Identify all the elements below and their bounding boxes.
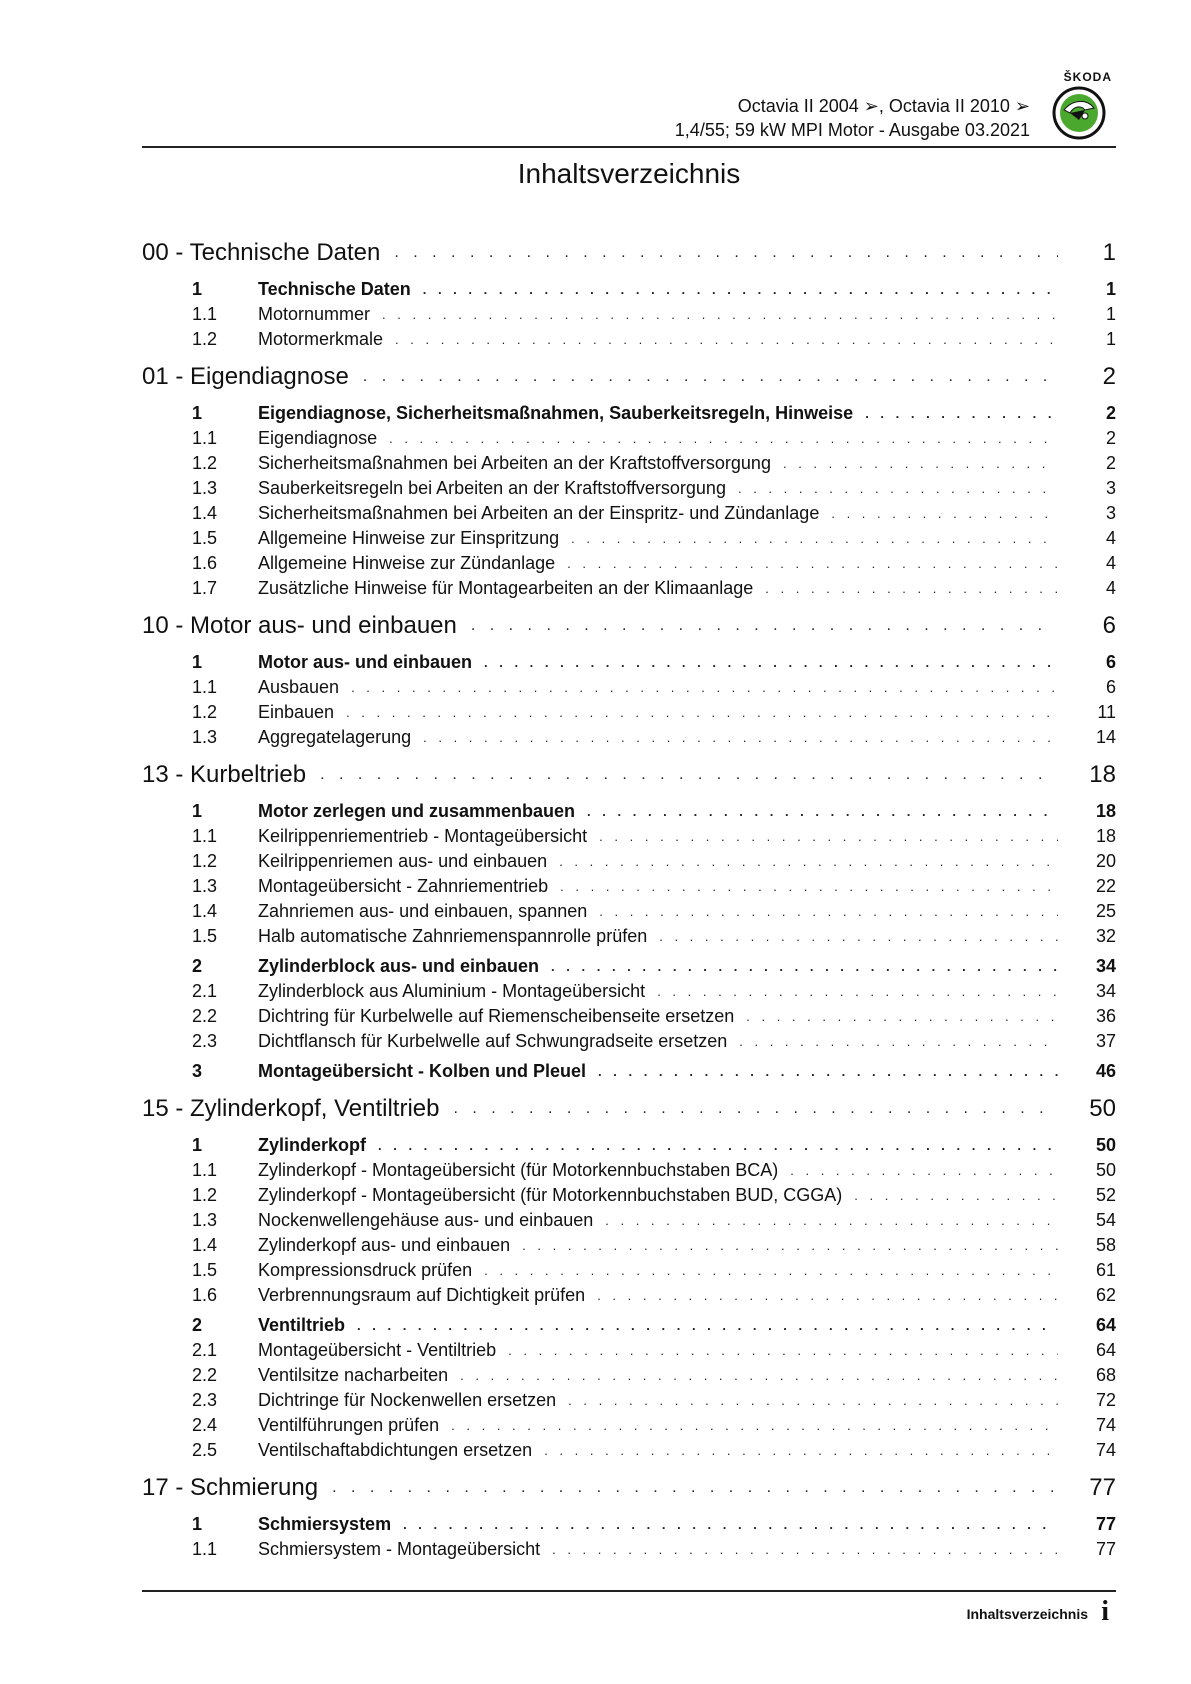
chapter-page: 50 (1089, 1095, 1116, 1122)
entry-page: 34 (1095, 956, 1116, 976)
entry-page: 61 (1095, 1260, 1116, 1280)
entry-title: Zylinderkopf aus- und einbauen (258, 1235, 511, 1255)
entry-number: 1.5 (192, 926, 218, 946)
chapter-title: 01 - Eigendiagnose (142, 363, 349, 390)
entry-page: 37 (1095, 1031, 1116, 1051)
entry-title: Ausbauen (258, 677, 340, 697)
entry-page: 58 (1095, 1235, 1116, 1255)
entry-page: 68 (1095, 1365, 1116, 1385)
entry-number: 1.1 (192, 1160, 218, 1180)
toc-subsection[interactable] (142, 1233, 1116, 1258)
dot-leader (738, 481, 1058, 496)
toc-subsection[interactable] (142, 1158, 1116, 1183)
chapter-page: 6 (1102, 612, 1116, 639)
entry-number: 2 (192, 956, 203, 976)
chapter-page: 77 (1089, 1474, 1116, 1501)
entry-page: 64 (1095, 1340, 1116, 1360)
chapter-page: 2 (1102, 363, 1116, 390)
entry-title: Zahnriemen aus- und einbauen, spannen (258, 901, 588, 921)
entry-page: 1 (1105, 329, 1116, 349)
entry-title: Motormerkmale (258, 329, 384, 349)
entry-title: Keilrippenriemen aus- und einbauen (258, 851, 548, 871)
entry-page: 22 (1095, 876, 1116, 896)
dot-leader (746, 1009, 1058, 1024)
entry-number: 1.6 (192, 1285, 218, 1305)
entry-page: 18 (1095, 826, 1116, 846)
dot-leader (394, 244, 1058, 262)
entry-number: 3 (192, 1061, 203, 1081)
toc-subsection[interactable] (142, 849, 1116, 874)
toc-subsection[interactable] (142, 1183, 1116, 1208)
entry-number: 1.2 (192, 1185, 218, 1205)
toc-subsection[interactable] (142, 327, 1116, 352)
dot-leader (382, 307, 1058, 322)
entry-page: 46 (1095, 1061, 1116, 1081)
dot-leader (423, 730, 1058, 745)
entry-number: 2.1 (192, 1340, 218, 1360)
toc-subsection[interactable] (142, 576, 1116, 601)
entry-number: 1.5 (192, 528, 218, 548)
entry-number: 2.3 (192, 1031, 218, 1051)
page-header (142, 64, 1116, 148)
entry-number: 1 (192, 1135, 203, 1155)
entry-title: Allgemeine Hinweise zur Zündanlage (258, 553, 556, 573)
entry-page: 4 (1105, 578, 1116, 598)
dot-leader (854, 1188, 1058, 1203)
entry-title: Ventilsitze nacharbeiten (258, 1365, 449, 1385)
dot-leader (460, 1368, 1058, 1383)
entry-number: 2.4 (192, 1415, 218, 1435)
dot-leader (484, 655, 1058, 670)
entry-page: 3 (1105, 478, 1116, 498)
entry-number: 2 (192, 1315, 203, 1335)
dot-leader (423, 282, 1058, 297)
chapter-title: 00 - Technische Daten (142, 239, 381, 266)
dot-leader (865, 406, 1058, 421)
entry-page: 1 (1105, 279, 1116, 299)
entry-page: 3 (1105, 503, 1116, 523)
entry-page: 20 (1095, 851, 1116, 871)
entry-number: 1.4 (192, 901, 218, 921)
toc-subsection[interactable] (142, 1363, 1116, 1388)
entry-number: 1.6 (192, 553, 218, 573)
entry-title: Ventilführungen prüfen (258, 1415, 440, 1435)
entry-title: Montageübersicht - Ventiltrieb (258, 1340, 497, 1360)
footer-divider (142, 1590, 1116, 1592)
entry-page: 72 (1095, 1390, 1116, 1410)
toc-section[interactable] (142, 1133, 1116, 1158)
page-title: Inhaltsverzeichnis (517, 158, 741, 189)
chapter-title: 10 - Motor aus- und einbauen (142, 612, 457, 639)
toc-section[interactable] (142, 954, 1116, 979)
dot-leader (659, 929, 1058, 944)
dot-leader (395, 332, 1058, 347)
entry-page: 62 (1095, 1285, 1116, 1305)
toc-subsection[interactable] (142, 824, 1116, 849)
entry-number: 1.5 (192, 1260, 218, 1280)
entry-title: Sauberkeitsregeln bei Arbeiten an der Kraftstoffversorgung (258, 478, 726, 498)
toc-subsection[interactable] (142, 1438, 1116, 1463)
entry-page: 2 (1105, 453, 1116, 473)
entry-page: 36 (1095, 1006, 1116, 1026)
toc-chapter[interactable] (142, 756, 1116, 794)
toc-subsection[interactable] (142, 1388, 1116, 1413)
footer-page-number: i (1101, 1596, 1109, 1627)
chapter-title: 17 - Schmierung (142, 1474, 319, 1501)
toc-subsection[interactable] (142, 1208, 1116, 1233)
chapter-title: 15 - Zylinderkopf, Ventiltrieb (142, 1095, 440, 1122)
dot-leader (559, 854, 1058, 869)
dot-leader (389, 431, 1058, 446)
entry-title: Sicherheitsmaßnahmen bei Arbeiten an der Kraftstoffversorgung (258, 453, 771, 473)
toc-subsection[interactable] (142, 526, 1116, 551)
entry-title: Eigendiagnose, Sicherheitsmaßnahmen, Sauberkeitsregeln, Hinweise (258, 403, 854, 423)
entry-page: 6 (1105, 652, 1116, 672)
toc-section[interactable] (142, 1512, 1116, 1537)
dot-leader (351, 680, 1058, 695)
entry-number: 1.1 (192, 428, 218, 448)
toc-subsection[interactable] (142, 451, 1116, 476)
entry-title: Sicherheitsmaßnahmen bei Arbeiten an der Einspritz- und Zündanlage (258, 503, 820, 523)
entry-page: 52 (1095, 1185, 1116, 1205)
toc-section[interactable] (142, 401, 1116, 426)
dot-leader (599, 904, 1058, 919)
dot-leader (568, 1393, 1058, 1408)
entry-number: 1.7 (192, 578, 218, 598)
dot-leader (598, 1064, 1058, 1079)
entry-page: 11 (1097, 702, 1116, 722)
entry-page: 34 (1095, 981, 1116, 1001)
entry-number: 1 (192, 1514, 203, 1534)
toc-chapter[interactable] (142, 234, 1116, 272)
dot-leader (790, 1163, 1058, 1178)
toc-subsection[interactable] (142, 501, 1116, 526)
entry-page: 77 (1095, 1514, 1116, 1534)
entry-title: Allgemeine Hinweise zur Einspritzung (258, 528, 560, 548)
entry-title: Zusätzliche Hinweise für Montagearbeiten an der Klimaanlage (258, 578, 754, 598)
entry-number: 1.2 (192, 453, 218, 473)
dot-leader (403, 1517, 1058, 1532)
dot-leader (320, 766, 1058, 784)
entry-number: 1.1 (192, 1539, 218, 1559)
entry-number: 2.1 (192, 981, 218, 1001)
dot-leader (378, 1138, 1058, 1153)
entry-page: 2 (1105, 428, 1116, 448)
entry-title: Ventiltrieb (258, 1315, 346, 1335)
entry-title: Halb automatische Zahnriemenspannrolle prüfen (258, 926, 648, 946)
dot-leader (560, 879, 1058, 894)
toc-chapter[interactable] (142, 607, 1116, 645)
toc-section[interactable] (142, 650, 1116, 675)
dot-leader (363, 368, 1058, 386)
entry-number: 1.1 (192, 304, 218, 324)
toc-subsection[interactable] (142, 675, 1116, 700)
dot-leader (567, 556, 1058, 571)
entry-number: 1.2 (192, 851, 218, 871)
entry-title: Eigendiagnose (258, 428, 378, 448)
entry-page: 1 (1105, 304, 1116, 324)
entry-title: Dichtflansch für Kurbelwelle auf Schwungradseite ersetzen (258, 1031, 728, 1051)
toc-section[interactable] (142, 1313, 1116, 1338)
dot-leader (508, 1343, 1058, 1358)
entry-title: Dichtring für Kurbelwelle auf Riemenscheibenseite ersetzen (258, 1006, 735, 1026)
toc-chapter[interactable] (142, 1090, 1116, 1128)
entry-number: 1.2 (192, 329, 218, 349)
dot-leader (587, 804, 1058, 819)
toc-subsection[interactable] (142, 1537, 1116, 1562)
dot-leader (597, 1288, 1058, 1303)
toc-subsection[interactable] (142, 924, 1116, 949)
dot-leader (544, 1443, 1058, 1458)
entry-number: 1 (192, 801, 203, 821)
chapter-page: 18 (1089, 761, 1116, 788)
entry-number: 1.3 (192, 876, 218, 896)
dot-leader (552, 1542, 1058, 1557)
dot-leader (453, 1100, 1058, 1118)
entry-title: Aggregatelagerung (258, 727, 412, 747)
entry-number: 1.3 (192, 478, 218, 498)
entry-title: Einbauen (258, 702, 335, 722)
entry-page: 74 (1095, 1415, 1116, 1435)
dot-leader (739, 1034, 1058, 1049)
entry-number: 2.2 (192, 1006, 218, 1026)
entry-title: Ventilschaftabdichtungen ersetzen (258, 1440, 533, 1460)
toc-subsection[interactable] (142, 899, 1116, 924)
dot-leader (346, 705, 1058, 720)
entry-title: Montageübersicht - Kolben und Pleuel (258, 1061, 587, 1081)
dot-leader (657, 984, 1058, 999)
engine-edition: 1,4/55; 59 kW MPI Motor - Ausgabe 03.2021 (674, 120, 1030, 140)
entry-page: 54 (1095, 1210, 1116, 1230)
entry-title: Technische Daten (258, 279, 411, 299)
entry-title: Zylinderblock aus Aluminium - Montageübersicht (258, 981, 646, 1001)
dot-leader (605, 1213, 1058, 1228)
entry-title: Motor zerlegen und zusammenbauen (258, 801, 576, 821)
header-text (675, 94, 1030, 142)
toc-subsection[interactable] (142, 725, 1116, 750)
dot-leader (484, 1263, 1058, 1278)
entry-title: Zylinderkopf - Montageübersicht (für Motorkennbuchstaben BUD, CGGA) (258, 1185, 843, 1205)
entry-title: Schmiersystem - Montageübersicht (258, 1539, 541, 1559)
entry-title: Zylinderkopf (258, 1135, 367, 1155)
entry-page: 6 (1105, 677, 1116, 697)
entry-page: 32 (1095, 926, 1116, 946)
entry-number: 1 (192, 403, 203, 423)
toc-subsection[interactable] (142, 551, 1116, 576)
entry-number: 2.2 (192, 1365, 218, 1385)
entry-number: 1 (192, 652, 203, 672)
toc-section[interactable] (142, 277, 1116, 302)
toc-subsection[interactable] (142, 302, 1116, 327)
toc-subsection[interactable] (142, 476, 1116, 501)
dot-leader (571, 531, 1058, 546)
entry-number: 1.1 (192, 677, 218, 697)
entry-title: Montageübersicht - Zahnriementrieb (258, 876, 549, 896)
dot-leader (451, 1418, 1058, 1433)
entry-page: 50 (1095, 1160, 1116, 1180)
entry-title: Motornummer (258, 304, 371, 324)
entry-title: Nockenwellengehäuse aus- und einbauen (258, 1210, 594, 1230)
brand-wordmark: ŠKODA (1063, 70, 1112, 84)
entry-title: Zylinderblock aus- und einbauen (258, 956, 540, 976)
entry-number: 1.4 (192, 503, 218, 523)
toc-subsection[interactable] (142, 426, 1116, 451)
toc-chapter[interactable] (142, 358, 1116, 396)
entry-page: 74 (1095, 1440, 1116, 1460)
dot-leader (522, 1238, 1058, 1253)
dot-leader (551, 959, 1058, 974)
toc-chapter[interactable] (142, 1469, 1116, 1507)
skoda-logo-icon (1052, 86, 1106, 140)
dot-leader (765, 581, 1058, 596)
dot-leader (783, 456, 1058, 471)
entry-title: Verbrennungsraum auf Dichtigkeit prüfen (258, 1285, 586, 1305)
chapter-page: 1 (1102, 239, 1116, 266)
entry-title: Kompressionsdruck prüfen (258, 1260, 473, 1280)
entry-page: 25 (1095, 901, 1116, 921)
dot-leader (357, 1318, 1058, 1333)
dot-leader (831, 506, 1058, 521)
toc-subsection[interactable] (142, 1029, 1116, 1054)
toc-subsection[interactable] (142, 1283, 1116, 1308)
footer-label: Inhaltsverzeichnis (966, 1606, 1088, 1622)
entry-page: 4 (1105, 553, 1116, 573)
entry-title: Schmiersystem (258, 1514, 392, 1534)
entry-title: Dichtringe für Nockenwellen ersetzen (258, 1390, 557, 1410)
dot-leader (332, 1479, 1058, 1497)
toc-subsection[interactable] (142, 1338, 1116, 1363)
entry-page: 2 (1105, 403, 1116, 423)
toc-subsection[interactable] (142, 979, 1116, 1004)
entry-number: 1.1 (192, 826, 218, 846)
entry-page: 18 (1095, 801, 1116, 821)
toc-subsection[interactable] (142, 1258, 1116, 1283)
toc-section[interactable] (142, 799, 1116, 824)
entry-page: 64 (1095, 1315, 1116, 1335)
toc-subsection[interactable] (142, 1413, 1116, 1438)
entry-number: 1.3 (192, 1210, 218, 1230)
entry-page: 14 (1095, 727, 1116, 747)
entry-page: 77 (1095, 1539, 1116, 1559)
entry-title: Zylinderkopf - Montageübersicht (für Motorkennbuchstaben BCA) (258, 1160, 779, 1180)
entry-number: 1.4 (192, 1235, 218, 1255)
toc-subsection[interactable] (142, 700, 1116, 725)
entry-title: Motor aus- und einbauen (258, 652, 472, 672)
entry-number: 1 (192, 279, 203, 299)
entry-number: 1.3 (192, 727, 218, 747)
entry-number: 2.3 (192, 1390, 218, 1410)
toc-subsection[interactable] (142, 874, 1116, 899)
entry-page: 4 (1105, 528, 1116, 548)
entry-number: 2.5 (192, 1440, 218, 1460)
dot-leader (471, 617, 1058, 635)
entry-number: 1.2 (192, 702, 218, 722)
table-of-contents (142, 228, 1116, 1562)
toc-subsection[interactable] (142, 1004, 1116, 1029)
entry-title: Keilrippenriementrieb - Montageübersicht (258, 826, 588, 846)
dot-leader (599, 829, 1058, 844)
entry-page: 50 (1095, 1135, 1116, 1155)
toc-section[interactable] (142, 1059, 1116, 1084)
vehicle-models: Octavia II 2004 ➢, Octavia II 2010 ➢ (737, 96, 1030, 116)
chapter-title: 13 - Kurbeltrieb (142, 761, 307, 788)
